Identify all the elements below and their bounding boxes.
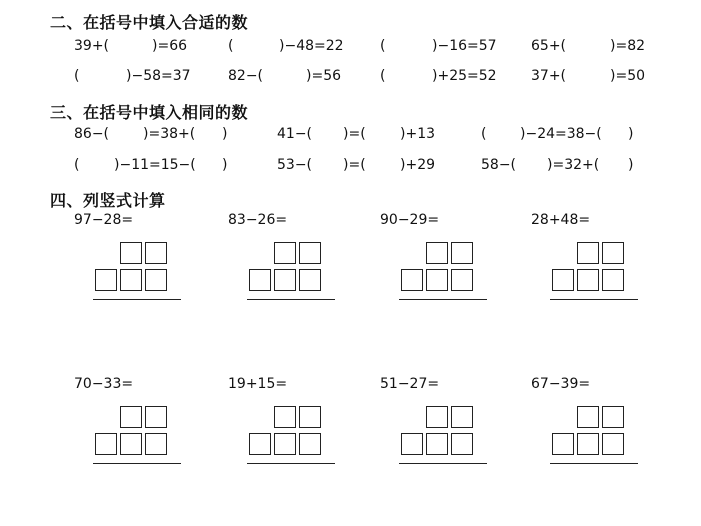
equation-text: 53−( [277,157,313,173]
answer-box[interactable] [145,406,167,428]
equation-text: 58−( [481,157,517,173]
equation-text: )−58=37 [126,68,191,84]
equation-text: 65+( [531,38,567,54]
answer-box[interactable] [451,269,473,291]
equation-text: ( [74,68,80,84]
equation-text: )−11=15−( [114,157,196,173]
equation-text: ( [481,126,487,142]
answer-box[interactable] [401,269,423,291]
sum-line [550,299,638,300]
answer-box[interactable] [552,433,574,455]
answer-box[interactable] [426,433,448,455]
answer-box[interactable] [602,242,624,264]
sum-line [247,463,335,464]
answer-box[interactable] [95,269,117,291]
answer-box[interactable] [577,269,599,291]
answer-box[interactable] [602,269,624,291]
section-heading-vertical: 四、列竖式计算 [50,191,166,210]
sum-line [550,463,638,464]
answer-box[interactable] [120,433,142,455]
answer-box[interactable] [451,433,473,455]
equation-text: ) [222,126,228,142]
problem-label: 28+48= [531,212,591,228]
answer-box[interactable] [145,433,167,455]
equation-text: )=66 [152,38,188,54]
equation-text: )−24=38−( [520,126,602,142]
answer-box[interactable] [274,242,296,264]
equation-text: )−48=22 [279,38,344,54]
answer-box[interactable] [120,269,142,291]
answer-box[interactable] [426,269,448,291]
answer-box[interactable] [426,242,448,264]
sum-line [399,299,487,300]
answer-box[interactable] [274,433,296,455]
equation-text: 82−( [228,68,264,84]
answer-box[interactable] [120,406,142,428]
answer-box[interactable] [577,433,599,455]
equation-text: ( [74,157,80,173]
answer-box[interactable] [577,406,599,428]
equation-text: )=50 [610,68,646,84]
answer-box[interactable] [602,406,624,428]
sum-line [247,299,335,300]
problem-label: 83−26= [228,212,288,228]
answer-box[interactable] [602,433,624,455]
section-heading-fill-same: 三、在括号中填入相同的数 [50,103,249,122]
equation-text: ( [228,38,234,54]
equation-text: 37+( [531,68,567,84]
equation-text: )=56 [306,68,342,84]
problem-label: 97−28= [74,212,134,228]
problem-label: 70−33= [74,376,134,392]
sum-line [93,299,181,300]
answer-box[interactable] [145,242,167,264]
answer-box[interactable] [249,433,271,455]
section-heading-fill-suitable: 二、在括号中填入合适的数 [50,13,249,32]
answer-box[interactable] [401,433,423,455]
answer-box[interactable] [299,406,321,428]
answer-box[interactable] [274,269,296,291]
sum-line [93,463,181,464]
answer-box[interactable] [552,269,574,291]
equation-text: )=( [343,157,366,173]
answer-box[interactable] [577,242,599,264]
problem-label: 19+15= [228,376,288,392]
answer-box[interactable] [426,406,448,428]
equation-text: ) [628,157,634,173]
equation-text: ) [628,126,634,142]
answer-box[interactable] [451,406,473,428]
equation-text: ) [222,157,228,173]
answer-box[interactable] [299,242,321,264]
answer-box[interactable] [145,269,167,291]
answer-box[interactable] [299,433,321,455]
equation-text: )+25=52 [432,68,497,84]
problem-label: 90−29= [380,212,440,228]
answer-box[interactable] [120,242,142,264]
sum-line [399,463,487,464]
equation-text: )=38+( [143,126,196,142]
answer-box[interactable] [274,406,296,428]
answer-box[interactable] [451,242,473,264]
answer-box[interactable] [95,433,117,455]
answer-box[interactable] [299,269,321,291]
equation-text: ( [380,38,386,54]
equation-text: )=32+( [547,157,600,173]
equation-text: 39+( [74,38,110,54]
equation-text: )=82 [610,38,646,54]
answer-box[interactable] [249,269,271,291]
equation-text: )=( [343,126,366,142]
equation-text: ( [380,68,386,84]
equation-text: )+29 [400,157,436,173]
equation-text: )+13 [400,126,436,142]
equation-text: 41−( [277,126,313,142]
problem-label: 67−39= [531,376,591,392]
equation-text: 86−( [74,126,110,142]
problem-label: 51−27= [380,376,440,392]
equation-text: )−16=57 [432,38,497,54]
